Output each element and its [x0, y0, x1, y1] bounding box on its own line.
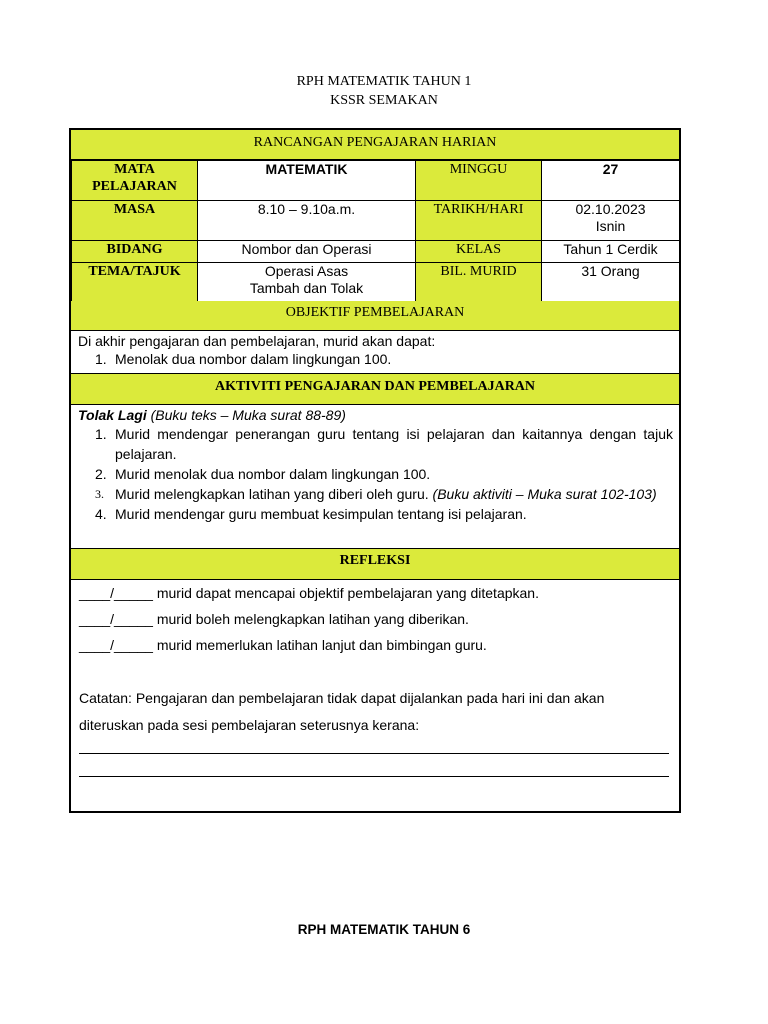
answer-line — [79, 753, 669, 754]
refleksi-section — [71, 580, 679, 739]
aktiviti-item-number: 4. — [95, 506, 107, 522]
bidang-label: BIDANG — [72, 241, 198, 263]
bil-murid-label: BIL. MURID — [416, 263, 542, 302]
document-subtitle: KSSR SEMAKAN — [330, 93, 438, 108]
mata-label-line2: PELAJARAN — [92, 179, 177, 194]
aktiviti-item-note: (Buku aktiviti – Muka surat 102-103) — [432, 486, 657, 502]
aktiviti-item-text: Murid menolak dua nombor dalam lingkungan 100. — [115, 466, 431, 482]
tema-line1: Operasi Asas — [264, 263, 349, 279]
tarikh-value — [542, 201, 680, 241]
aktiviti-item-text: Murid mendengar guru membuat kesimpulan tentang isi pelajaran. — [115, 506, 527, 522]
tarikh-date: 02.10.2023 — [575, 201, 646, 217]
footer-title: RPH MATEMATIK TAHUN 6 — [297, 922, 471, 937]
aktiviti-title — [71, 406, 679, 424]
refleksi-line: ____/_____ murid boleh melengkapkan latihan yang diberikan. — [79, 611, 469, 627]
answer-line — [79, 776, 669, 777]
aktiviti-heading: AKTIVITI PENGAJARAN DAN PEMBELAJARAN — [71, 374, 679, 405]
aktiviti-title-reference: (Buku teks – Muka surat 88-89) — [146, 407, 346, 423]
bidang-value: Nombor dan Operasi — [198, 241, 416, 263]
aktiviti-item-number: 3. — [95, 487, 104, 501]
tema-label: TEMA/TAJUK — [72, 263, 198, 302]
document-title: RPH MATEMATIK TAHUN 1 — [296, 74, 472, 89]
lesson-plan-form — [69, 128, 681, 813]
objektif-section — [71, 331, 679, 374]
aktiviti-item — [71, 504, 679, 524]
aktiviti-item — [71, 484, 679, 504]
mata-pelajaran-label — [72, 161, 198, 201]
objektif-intro: Di akhir pengajaran dan pembelajaran, murid akan dapat: — [78, 333, 436, 349]
aktiviti-item-number: 2. — [95, 466, 107, 482]
objektif-heading: OBJEKTIF PEMBELAJARAN — [71, 301, 679, 331]
aktiviti-item-number: 1. — [95, 426, 107, 442]
kelas-label: KELAS — [416, 241, 542, 263]
aktiviti-title-main: Tolak Lagi — [78, 407, 147, 423]
catatan-line2: diteruskan pada sesi pembelajaran seterusnya kerana: — [79, 717, 420, 733]
catatan-line1: Catatan: Pengajaran dan pembelajaran tidak dapat dijalankan pada hari ini dan akan — [79, 690, 605, 706]
objektif-item-text: Menolak dua nombor dalam lingkungan 100. — [115, 351, 392, 367]
masa-label: MASA — [72, 201, 198, 241]
mata-pelajaran-value: MATEMATIK — [198, 161, 416, 201]
tarikh-day: Isnin — [595, 218, 626, 234]
masa-value: 8.10 – 9.10a.m. — [198, 201, 416, 241]
objektif-item-number: 1. — [95, 351, 107, 367]
bil-murid-value: 31 Orang — [542, 263, 680, 302]
mata-label-line1: MATA — [114, 162, 155, 177]
refleksi-line: ____/_____ murid memerlukan latihan lanjut dan bimbingan guru. — [79, 637, 487, 653]
aktiviti-item — [71, 424, 679, 464]
objektif-item — [71, 350, 679, 368]
aktiviti-item — [71, 464, 679, 484]
refleksi-heading: REFLEKSI — [71, 549, 679, 580]
kelas-value: Tahun 1 Cerdik — [542, 241, 680, 263]
aktiviti-item-text: Murid melengkapkan latihan yang diberi oleh guru. — [115, 486, 433, 502]
aktiviti-item-text: Murid mendengar penerangan guru tentang isi pelajaran dan kaitannya dengan tajuk pelajaran. — [115, 426, 673, 462]
aktiviti-section — [71, 405, 679, 549]
tema-line2: Tambah dan Tolak — [249, 280, 364, 296]
refleksi-line: ____/_____ murid dapat mencapai objektif pembelajaran yang ditetapkan. — [79, 585, 539, 601]
tema-value — [198, 263, 416, 302]
form-title: RANCANGAN PENGAJARAN HARIAN — [71, 130, 679, 160]
lesson-info-table — [71, 160, 680, 302]
tarikh-label: TARIKH/HARI — [416, 201, 542, 241]
minggu-value: 27 — [542, 161, 680, 201]
minggu-label: MINGGU — [416, 161, 542, 201]
